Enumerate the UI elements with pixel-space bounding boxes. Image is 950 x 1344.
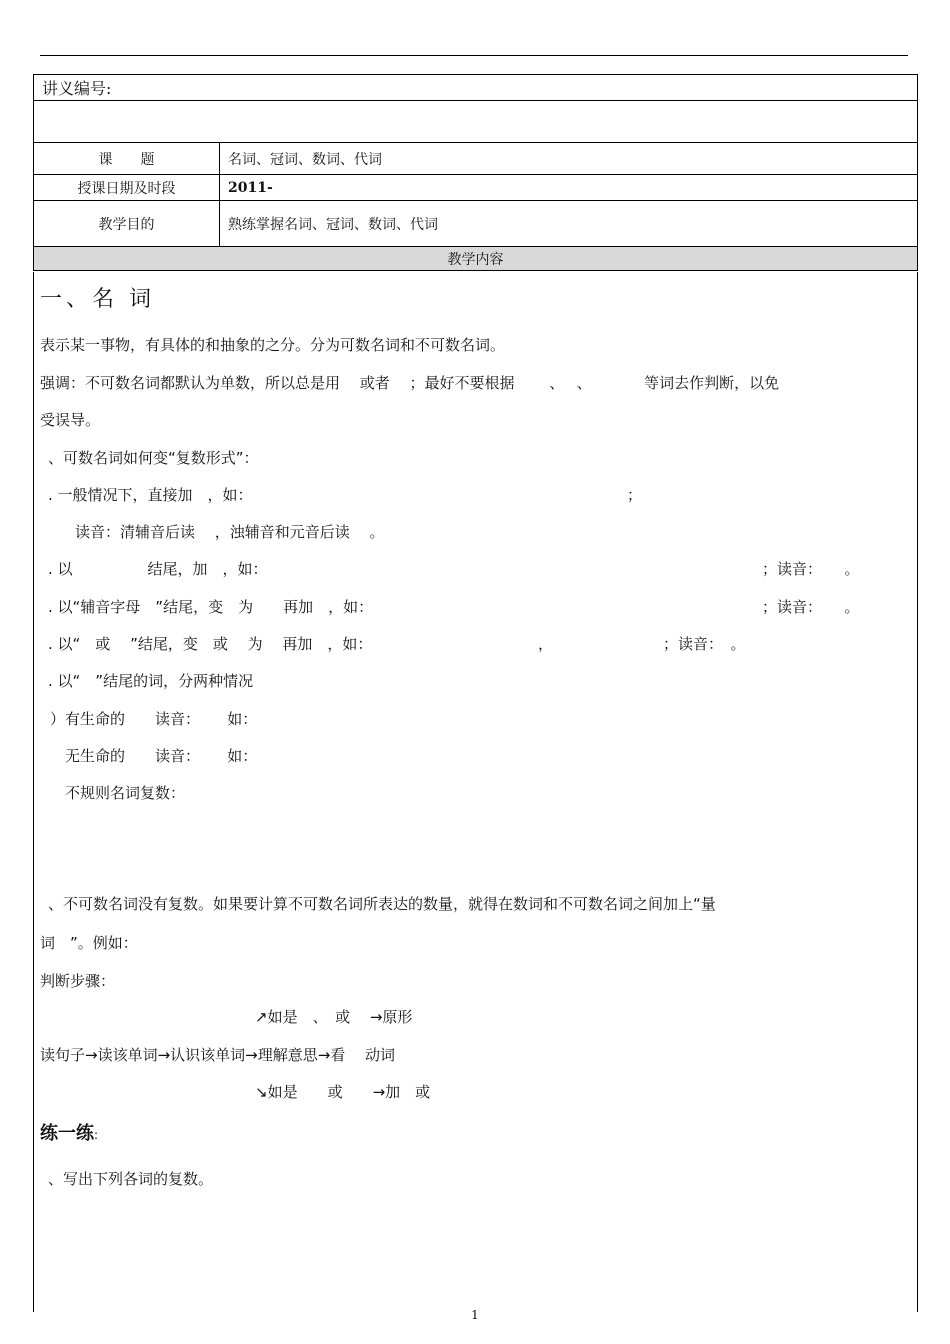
rule-4-end: ；读音： 。	[663, 635, 746, 653]
blank-row	[34, 101, 918, 143]
goal-value: 熟练掌握名词、冠词、数词、代词	[228, 216, 438, 233]
countable-heading: 、可数名词如何变“复数形式”：	[48, 449, 259, 467]
steps-label: 判断步骤：	[40, 972, 116, 990]
date-label-cell	[34, 175, 220, 201]
practice-title: 练一练	[40, 1123, 94, 1144]
emphasis-paragraph: 强调：不可数名词都默认为单数，所以总是用 或者 ；最好不要根据 、 、 等词去作判断，以免	[40, 374, 780, 392]
date-value-cell	[220, 175, 918, 201]
rule-2: . 以 结尾，加 ，如：	[48, 560, 268, 578]
step-main: 读句子→读该单词→认识该单词→理解意思→看 动词	[40, 1046, 396, 1064]
step-branch-down: ↘如是 或 →加 或	[255, 1083, 431, 1101]
practice-heading	[40, 1119, 98, 1145]
rule-3-end: ；读音： 。	[762, 598, 860, 616]
rule-5a: ）有生命的 读音： 如：	[50, 710, 258, 728]
lesson-info-table	[33, 74, 918, 271]
lecture-number-label: 讲义编号:	[42, 79, 112, 98]
rule-5b: 无生命的 读音： 如：	[65, 747, 258, 765]
emphasis-paragraph-cont: 受误导。	[40, 411, 101, 429]
rule-4-mid: ，	[538, 635, 554, 653]
rule-4: . 以“ 或 ”结尾，变 或 为 再加 ，如：	[48, 635, 373, 653]
rule-1: . 一般情况下，直接加 ，如：	[48, 486, 253, 504]
uncountable-heading-cont: 词 ”。例如：	[40, 934, 138, 952]
rule-1-end: ；	[627, 486, 643, 504]
step-branch-up: ↗如是 、 或 →原形	[255, 1008, 413, 1026]
content-header: 教学内容	[447, 251, 504, 268]
intro-paragraph: 表示某一事物，有具体的和抽象的之分。分为可数名词和不可数名词。	[40, 336, 506, 354]
practice-colon: :	[94, 1128, 99, 1142]
topic-label: 课 题	[98, 151, 155, 168]
section-title: 一、名 词	[40, 287, 155, 312]
rule-3: . 以“辅音字母 ”结尾，变 为 再加 ，如：	[48, 598, 374, 616]
lecture-number-cell	[34, 75, 918, 101]
topic-label-cell	[34, 143, 220, 175]
goal-label-cell	[34, 201, 220, 247]
goal-value-cell	[220, 201, 918, 247]
header-rule	[40, 55, 908, 56]
content-header-cell	[34, 247, 918, 271]
goal-label: 教学目的	[98, 216, 155, 233]
topic-value-cell	[220, 143, 918, 175]
date-value: 2011-	[228, 179, 273, 196]
date-label: 授课日期及时段	[77, 180, 176, 197]
page-number: 1	[471, 1308, 479, 1322]
topic-value: 名词、冠词、数词、代词	[228, 151, 382, 168]
rule-5: . 以“ ”结尾的词，分两种情况	[48, 672, 254, 690]
rule-2-end: ；读音： 。	[762, 560, 860, 578]
rule-6: 不规则名词复数：	[65, 784, 186, 802]
rule-1-pronunciation: 读音：清辅音后读 ，浊辅音和元音后读 。	[75, 523, 385, 541]
exercise-1: 、写出下列各词的复数。	[48, 1170, 214, 1188]
uncountable-heading: 、不可数名词没有复数。如果要计算不可数名词所表达的数量，就得在数词和不可数名词之间加上“量	[48, 895, 716, 913]
